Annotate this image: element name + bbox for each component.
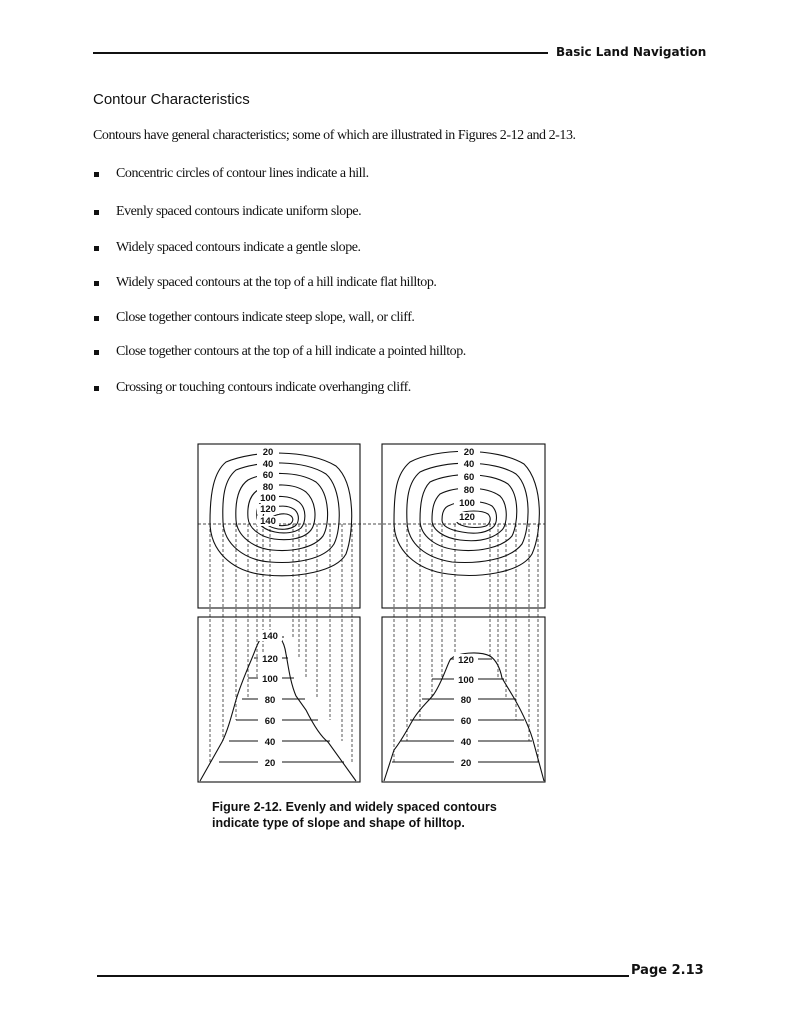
figure-2-12 bbox=[196, 442, 548, 786]
bullet-square-icon bbox=[94, 281, 99, 286]
left-profile-label: 140 bbox=[262, 631, 278, 642]
left-contour-label: 20 bbox=[262, 447, 274, 458]
right-contour-label: 80 bbox=[463, 485, 475, 496]
left-contour-label: 40 bbox=[262, 459, 274, 470]
header-rule bbox=[93, 52, 548, 54]
right-profile-label: 40 bbox=[460, 737, 472, 748]
right-profile-label: 80 bbox=[460, 695, 472, 706]
left-profile-label: 120 bbox=[262, 654, 278, 665]
left-contour-label: 60 bbox=[262, 470, 274, 481]
footer-rule bbox=[97, 975, 629, 977]
page-number: Page 2.13 bbox=[631, 963, 704, 978]
left-contour-label: 140 bbox=[260, 516, 276, 527]
bullet-square-icon bbox=[94, 172, 99, 177]
bullet-square-icon bbox=[94, 246, 99, 251]
bullet-square-icon bbox=[94, 386, 99, 391]
figure-caption bbox=[212, 799, 497, 831]
right-contour-label: 20 bbox=[463, 447, 475, 458]
caption-line: Figure 2-12. Evenly and widely spaced contours bbox=[212, 800, 497, 814]
right-profile-label: 20 bbox=[460, 758, 472, 769]
left-contour-label: 80 bbox=[262, 482, 274, 493]
left-profile-label: 80 bbox=[264, 695, 276, 706]
right-contour-label: 60 bbox=[463, 472, 475, 483]
bullet-square-icon bbox=[94, 350, 99, 355]
left-contour-40 bbox=[223, 463, 339, 563]
left-contour-label: 120 bbox=[260, 504, 276, 515]
bullet-square-icon bbox=[94, 210, 99, 215]
right-contour-label: 120 bbox=[459, 512, 475, 523]
caption-line: indicate type of slope and shape of hilltop. bbox=[212, 816, 465, 830]
right-profile-label: 100 bbox=[458, 675, 474, 686]
right-contour-label: 100 bbox=[459, 498, 475, 509]
projection-lines bbox=[210, 524, 538, 762]
header-section-title: Basic Land Navigation bbox=[556, 45, 707, 59]
right-profile-label: 120 bbox=[458, 655, 474, 666]
left-profile-label: 20 bbox=[264, 758, 276, 769]
left-contour-label: 100 bbox=[260, 493, 276, 504]
page-heading: Contour Characteristics bbox=[93, 91, 250, 108]
contour-diagram bbox=[196, 442, 548, 786]
left-profile-label: 100 bbox=[262, 674, 278, 685]
left-profile-label: 60 bbox=[264, 716, 276, 727]
right-profile-label: 60 bbox=[460, 716, 472, 727]
intro-paragraph: Contours have general characteristics; some of which are illustrated in Figures 2-12 and 2-13. bbox=[93, 128, 576, 143]
right-contour-label: 40 bbox=[463, 459, 475, 470]
bullet-square-icon bbox=[94, 316, 99, 321]
left-profile-label: 40 bbox=[264, 737, 276, 748]
